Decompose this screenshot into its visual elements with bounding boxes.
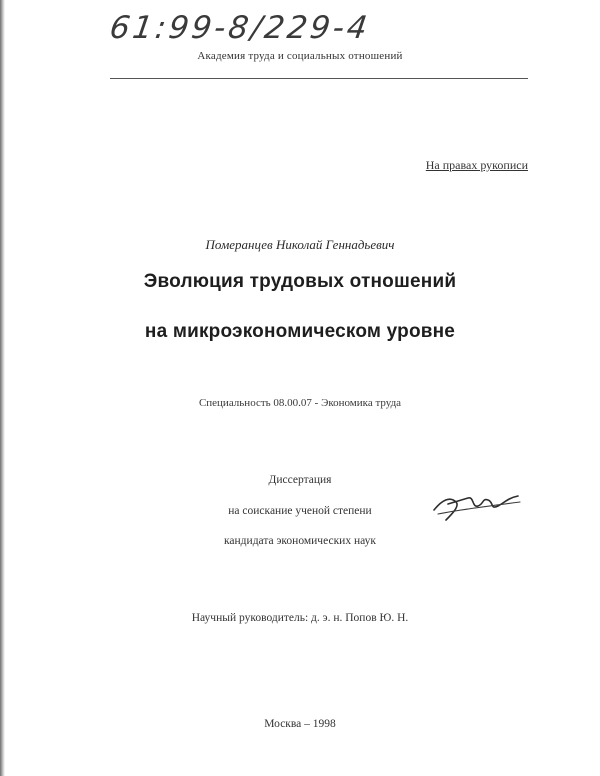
header-divider bbox=[110, 78, 528, 79]
dissertation-line-1: Диссертация bbox=[268, 474, 332, 486]
title-line-2: на микроэкономическом уровне bbox=[144, 321, 456, 342]
author-name: Померанцев Николай Геннадьевич bbox=[205, 237, 395, 252]
scientific-supervisor: Научный руководитель: д. э. н. Попов Ю. Н. bbox=[191, 612, 409, 624]
handwritten-archive-code: 61:99-8/229-4 bbox=[107, 10, 373, 46]
scan-edge-shadow bbox=[0, 0, 5, 776]
dissertation-line-3: кандидата экономических наук bbox=[224, 535, 376, 547]
manuscript-rights-note: На правах рукописи bbox=[425, 158, 528, 172]
handwritten-signature bbox=[428, 484, 524, 530]
title-line-1: Эволюция трудовых отношений bbox=[143, 271, 457, 292]
dissertation-line-2: на соискание ученой степени bbox=[228, 505, 372, 517]
city-and-year: Москва – 1998 bbox=[264, 718, 336, 730]
institution-name: Академия труда и социальных отношений bbox=[197, 50, 403, 62]
specialty-line: Специальность 08.00.07 - Экономика труда bbox=[198, 397, 402, 409]
